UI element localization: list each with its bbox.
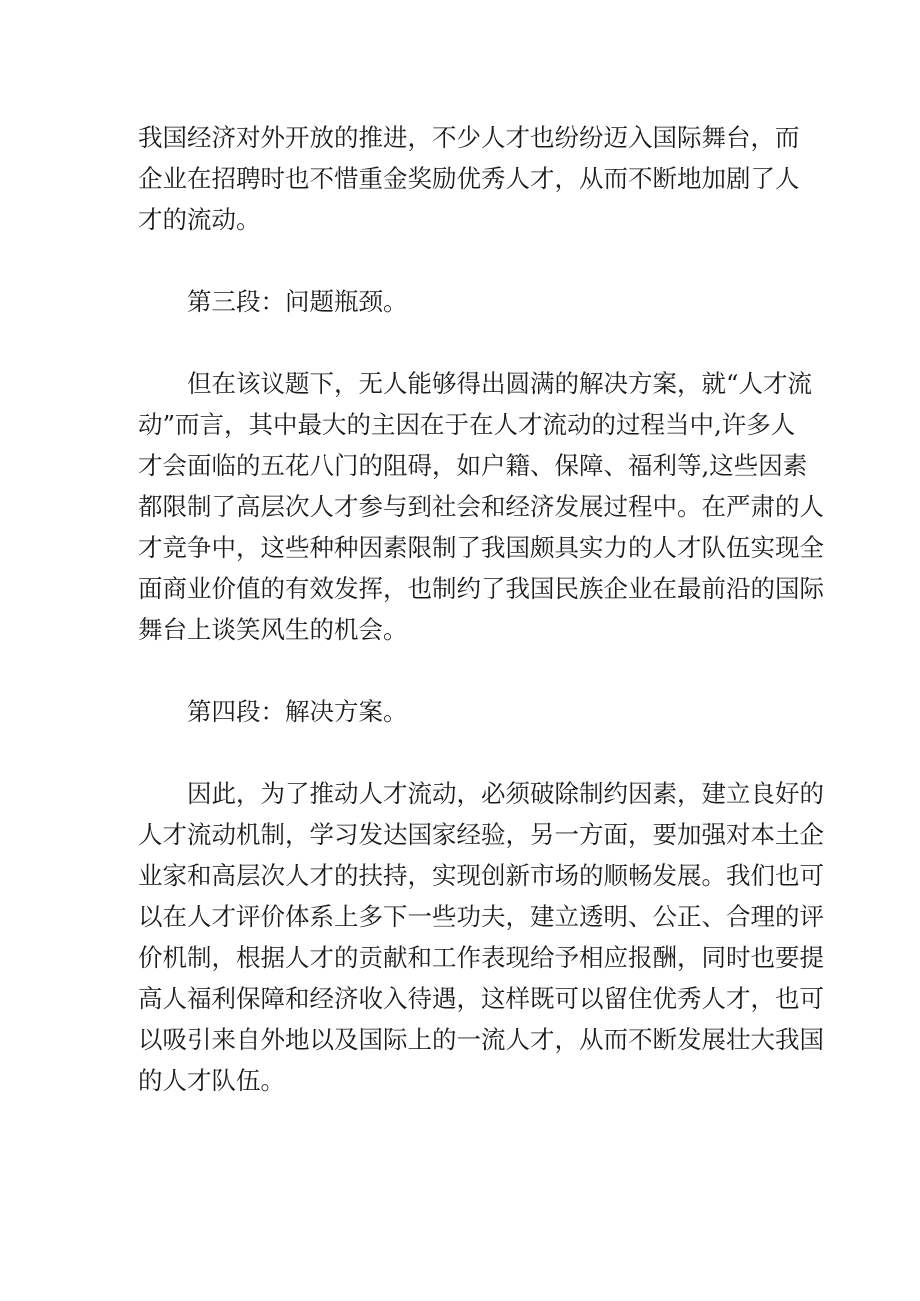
text-line: 舞台上谈笑风生的机会。 xyxy=(138,615,408,644)
document-body xyxy=(138,117,824,1101)
text-line: 以在人才评价体系上多下一些功夫，建立透明、公正、合理的评 xyxy=(138,902,824,931)
text-line: 业家和高层次人才的扶持，实现创新市场的顺畅发展。我们也可 xyxy=(138,861,824,890)
text-line: 才竞争中，这些种种因素限制了我国颇具实力的人才队伍实现全 xyxy=(138,533,824,562)
text-line: 的人才队伍。 xyxy=(138,1066,285,1095)
section-heading-3 xyxy=(138,281,788,322)
text-line: 面商业价值的有效发挥，也制约了我国民族企业在最前沿的国际 xyxy=(138,574,824,603)
text-line: 才会面临的五花八门的阻碍，如户籍、保障、福利等,这些因素 xyxy=(138,451,808,480)
paragraph-gap xyxy=(138,732,788,773)
text-line: 我国经济对外开放的推进，不少人才也纷纷迈入国际舞台，而 xyxy=(138,123,800,152)
text-line: 但在该议题下，无人能够得出圆满的解决方案，就“人才流 xyxy=(187,369,813,398)
section-heading-4 xyxy=(138,691,788,732)
text-line: 因此，为了推动人才流动，必须破除制约因素，建立良好的 xyxy=(187,779,824,808)
text-line: 都限制了高层次人才参与到社会和经济发展过程中。在严肃的人 xyxy=(138,492,824,521)
text-line: 动”而言，其中最大的主因在于在人才流动的过程当中,许多人 xyxy=(138,410,796,439)
text-line: 人才流动机制，学习发达国家经验，另一方面，要加强对本土企 xyxy=(138,820,824,849)
text-line: 价机制，根据人才的贡献和工作表现给予相应报酬，同时也要提 xyxy=(138,943,824,972)
paragraph-gap xyxy=(138,650,788,691)
text-line: 以吸引来自外地以及国际上的一流人才，从而不断发展壮大我国 xyxy=(138,1025,824,1054)
paragraph-solution xyxy=(138,773,824,1101)
paragraph-problem xyxy=(138,363,824,650)
text-line: 才的流动。 xyxy=(138,205,261,234)
text-line: 企业在招聘时也不惜重金奖励优秀人才，从而不断地加剧了人 xyxy=(138,164,800,193)
paragraph-gap xyxy=(138,240,788,281)
text-line: 高人福利保障和经济收入待遇，这样既可以留住优秀人才，也可 xyxy=(138,984,824,1013)
paragraph-continued xyxy=(138,117,800,240)
heading-line: 第四段：解决方案。 xyxy=(187,697,408,726)
paragraph-gap xyxy=(138,322,788,363)
heading-line: 第三段：问题瓶颈。 xyxy=(187,287,408,316)
